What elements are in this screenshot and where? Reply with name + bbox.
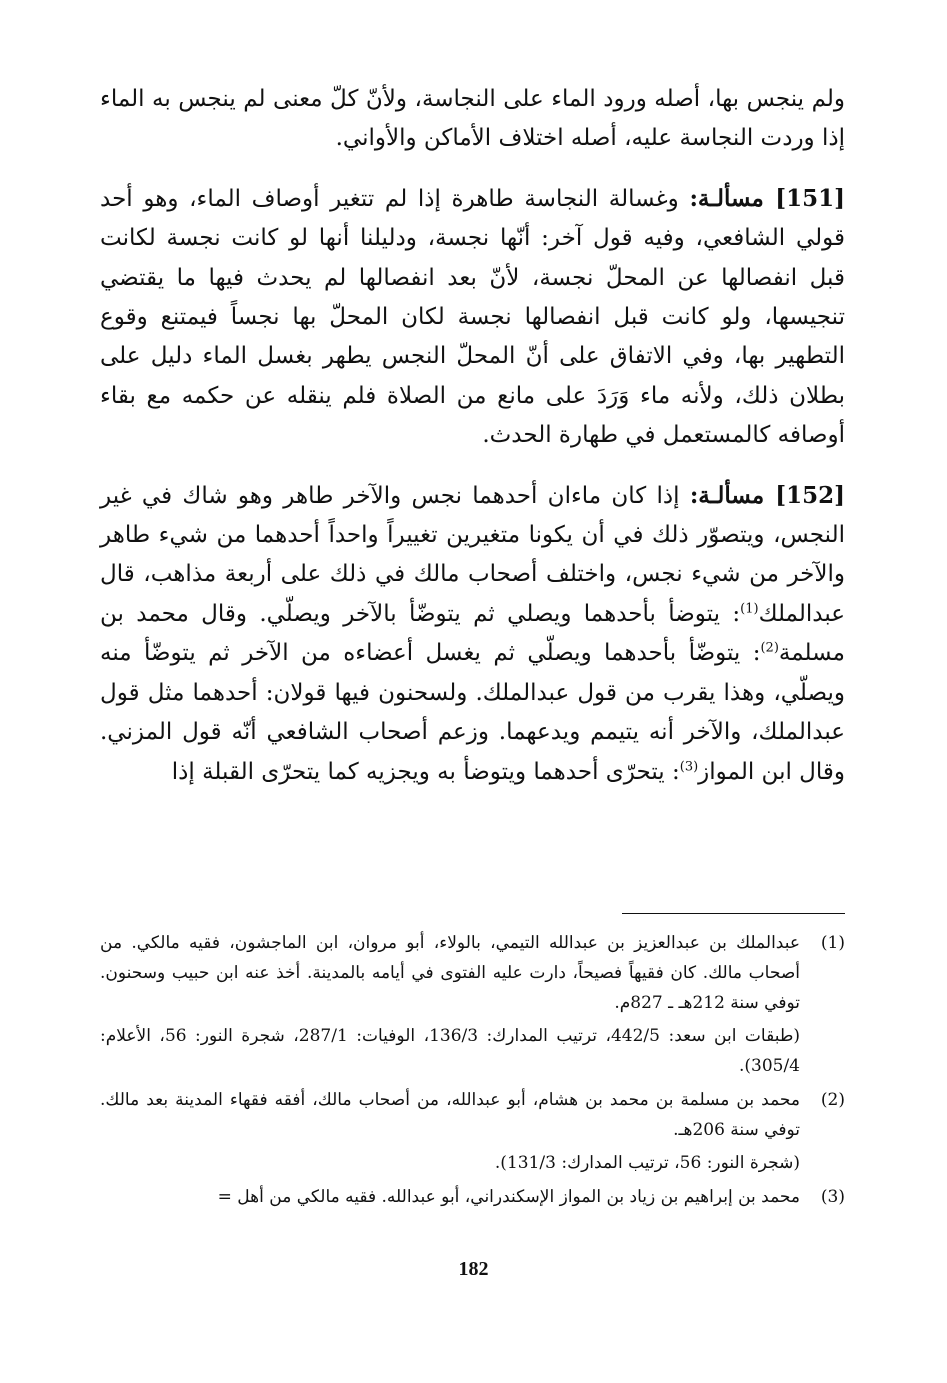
issue-151-text: وغسالة النجاسة طاهرة إذا لم تتغير أوصاف الماء، وهو أحد قولي الشافعي، وفيه قول آخر: أنّها نجسة، ودليلنا أنها لو كانت نجسة لكانت قبل انفصالها عن المحلّ نجسة، لأنّ بعد انفصالها لم يحدث فيها ما يقتضي تنجيسها، ولو كانت قبل انفصالها نجسة لكان المحلّ بها نجساً فيمتنع وقوع التطهير بها، وفي الاتفاق على أنّ المحلّ النجس يطهر بغسل الماء دليل على بطلان ذلك، ولأنه ماء وَرَدَ على مانع من الصلاة فلم ينقله عن حكمه مع بقاء أوصافه كالمستعمل في طهارة الحدث. xyxy=(100,185,845,449)
issue-152-number: [152] xyxy=(775,481,845,509)
issue-152-label: مسألـة: xyxy=(689,481,765,509)
issue-152-text-part2: : يتوضأ بأحدهما ويصلي ثم يتوضّأ بالآخر ويصلّي. وقال محمد بن مسلمة xyxy=(100,600,845,667)
footnote-ref-3[interactable]: (3) xyxy=(679,758,699,774)
footnote-2-text: محمد بن مسلمة بن محمد بن هشام، أبو عبدالله، من أصحاب مالك، أفقه فقهاء المدينة بعد مالك. توفي سنة 206هـ. xyxy=(100,1090,800,1140)
footnote-2-number: (2) xyxy=(820,1090,845,1110)
footnote-1-number: (1) xyxy=(820,933,845,953)
issue-151-heading xyxy=(689,185,845,212)
issue-152-text-part1: إذا كان ماءان أحدهما نجس والآخر طاهر وهو شاك في غير النجس، ويتصوّر ذلك في أن يكونا متغيرين تغييراً واحداً أحدهما من شيء طاهر والآخر من شيء نجس، واختلف أصحاب مالك في ذلك على أربعة مذاهب، قال عبدالملك xyxy=(100,482,845,627)
issue-152-text-part4: : يتحرّى أحدهما ويتوضأ به ويجزيه كما يتحرّى القبلة إذا xyxy=(171,758,680,785)
issue-151-label: مسألـة: xyxy=(689,184,764,212)
footnote-3-text: محمد بن إبراهيم بن زياد بن المواز الإسكندراني، أبو عبدالله. فقيه مالكي من أهل = xyxy=(217,1187,800,1207)
footnote-1-sources: (طبقات ابن سعد: 442/5، ترتيب المدارك: 136/3، الوفيات: 287/1، شجرة النور: 56، الأعلام: 305/4). xyxy=(100,1026,800,1076)
footnote-2-sources: (شجرة النور: 56، ترتيب المدارك: 131/3). xyxy=(494,1153,800,1173)
footnote-ref-1[interactable]: (1) xyxy=(740,601,759,617)
issue-151-number: [151] xyxy=(775,184,845,212)
footnote-1-text: عبدالملك بن عبدالعزيز بن عبدالله التيمي، بالولاء، أبو مروان، ابن الماجشون، فقيه مالكي. من أصحاب مالك. كان فقيهاً فصيحاً، دارت عليه الفتوى في أيامه بالمدينة. أخذ عنه ابن حبيب وسحنون. توفي سنة 212هـ ـ 827م. xyxy=(100,933,800,1013)
main-text xyxy=(100,80,845,792)
issue-152-text-part3: : يتوضّأ بأحدهما ويصلّي ثم يغسل أعضاءه من الآخر ثم يتوضّأ منه ويصلّي، وهذا يقرب من قول عبدالملك. ولسحنون فيها قولان: أحدهما مثل قول عبدالملك، والآخر أنه يتيمم ويدعهما. وزعم أصحاب الشافعي أنّه قول المزني. وقال ابن المواز xyxy=(100,640,845,785)
footnote-3-number: (3) xyxy=(820,1187,845,1207)
issue-151-paragraph xyxy=(100,179,845,456)
issue-152-heading xyxy=(690,482,845,509)
footnote-1-body xyxy=(100,928,800,1081)
footnote-divider xyxy=(622,913,845,914)
intro-paragraph: ولم ينجس بها، أصله ورود الماء على النجاسة، ولأنّ كلّ معنى لم ينجس به الماء إذا وردت النجاسة عليه، أصله اختلاف الأماكن والأواني. xyxy=(100,86,845,152)
footnote-ref-2[interactable]: (2) xyxy=(760,640,779,656)
page-number: 182 xyxy=(458,1258,489,1280)
footnote-1 xyxy=(100,928,845,1081)
issue-152-paragraph xyxy=(100,476,845,792)
footnotes-section xyxy=(100,928,845,1216)
footnote-3-body xyxy=(100,1182,800,1212)
footnote-2-body xyxy=(100,1085,800,1178)
footnote-2 xyxy=(100,1085,845,1178)
footnote-3 xyxy=(100,1182,845,1212)
